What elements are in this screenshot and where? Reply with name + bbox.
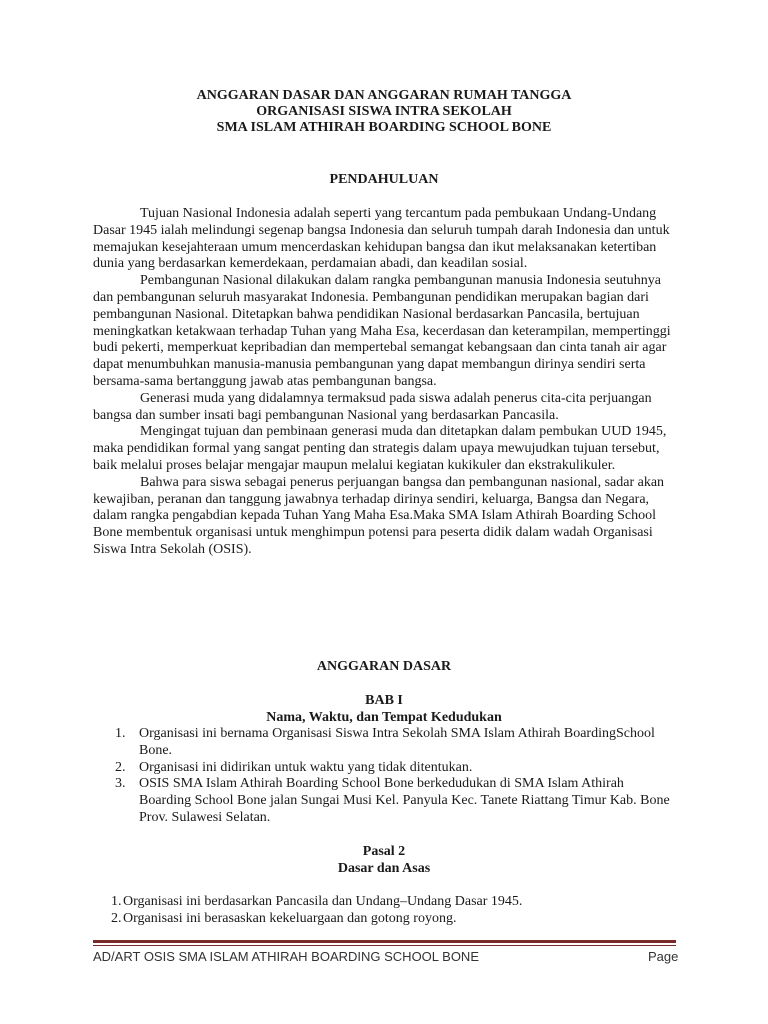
list-item — [111, 910, 683, 928]
bab-title: Nama, Waktu, dan Tempat Kedudukan — [266, 710, 502, 725]
pendahuluan-heading: PENDAHULUAN — [329, 172, 439, 187]
pasal-list — [111, 894, 683, 928]
list-number: 2. — [111, 910, 122, 926]
title-line-1: ANGGARAN DASAR DAN ANGGARAN RUMAH TANGGA — [196, 88, 572, 103]
list-number: 1. — [111, 894, 122, 909]
list-text: Organisasi ini bernama Organisasi Siswa Intra Sekolah SMA Islam Athirah BoardingSchool Bone. — [139, 726, 655, 758]
list-item — [115, 726, 679, 760]
paragraph: Tujuan Nasional Indonesia adalah seperti yang tercantum pada pembukaan Undang-Undang Dasar 1945 ialah melindungi segenap bangsa Indonesia dan seluruh tumpah darah Indonesia dan untuk memajukan kesejahteraan umum mencerdaskan kehidupan bangsa dan ikut melaksanakan ketertiban dunia yang berdasarkan kemerdekaan, perdamaian abadi, dan keadilan sosial. — [93, 206, 670, 272]
list-number: 1. — [115, 726, 126, 741]
list-text: OSIS SMA Islam Athirah Boarding School Bone berkedudukan di SMA Islam Athirah Boarding School Bone jalan Sungai Musi Kel. Panyula Kec. Tanete Riattang Timur Kab. Bone Prov. Sulawesi Selatan. — [139, 776, 670, 825]
footer-page-label: Page — [648, 949, 679, 964]
bab-label: BAB I — [365, 693, 403, 708]
paragraph: Pembangunan Nasional dilakukan dalam rangka pembangunan manusia Indonesia seutuhnya dan pembangunan seluruh masyarakat Indonesia. Pembangunan pendidikan merupakan bagian dari pembangunan Nasional. Ditetapkan bahwa pendidikan Nasional berdasarkan Pancasila, bertujuan meningkatkan ketakwaan terhadap Tuhan yang Maha Esa, kecerdasan dan keterampilan, mempertinggi budi pekerti, memperkuat kepribadian dan mempertebal semangat kebangsaan dan cinta tanah air agar dapat menumbuhkan manusia-manusia pembangunan yang dapat membangun dirinya sendiri serta bersama-sama bertanggung jawab atas pembangunan bangsa. — [93, 273, 671, 389]
list-text: Organisasi ini berdasarkan Pancasila dan Undang–Undang Dasar 1945. — [123, 894, 523, 909]
list-item — [115, 776, 679, 826]
paragraph: Mengingat tujuan dan pembinaan generasi muda dan ditetapkan dalam pembukan UUD 1945, maka pendidikan formal yang sangat penting dan strategis dalam upaya mewujudkan tujuan tersebut, baik melalui proses belajar mengajar maupun melalui kegiatan kukikuler dan ekstrakulikuler. — [93, 424, 667, 473]
bab-list — [115, 726, 679, 827]
list-number: 3. — [115, 776, 126, 792]
pasal-label: Pasal 2 — [362, 844, 406, 859]
list-text: Organisasi ini berasaskan kekeluargaan dan gotong royong. — [123, 910, 457, 926]
title-line-3: SMA ISLAM ATHIRAH BOARDING SCHOOL BONE — [216, 120, 552, 135]
footer-rule-thick — [93, 940, 676, 943]
list-item — [115, 759, 679, 777]
pasal-title: Dasar dan Asas — [337, 861, 431, 876]
pendahuluan-body — [93, 206, 671, 559]
document-title — [0, 88, 768, 136]
list-number: 2. — [115, 759, 126, 775]
paragraph: Generasi muda yang didalamnya termaksud pada siswa adalah penerus cita-cita perjuangan bangsa dan sumber insati bagi pembangunan Nasional yang berdasarkan Pancasila. — [93, 390, 652, 423]
anggaran-dasar-heading: ANGGARAN DASAR — [316, 659, 452, 674]
list-text: Organisasi ini didirikan untuk waktu yang tidak ditentukan. — [139, 759, 473, 775]
title-line-2: ORGANISASI SISWA INTRA SEKOLAH — [256, 104, 512, 119]
list-item — [111, 894, 683, 911]
paragraph: Bahwa para siswa sebagai penerus perjuangan bangsa dan pembangunan nasional, sadar akan kewajiban, peranan dan tanggung jawabnya terhadap dirinya sendiri, keluarga, Bangsa dan Negara, dalam rangka pengabdian kepada Tuhan Yang Maha Esa.Maka SMA Islam Athirah Boarding School Bone membentuk organisasi untuk menghimpun potensi para peserta didik dalam wadah Organisasi Siswa Intra Sekolah (OSIS). — [93, 474, 665, 557]
footer-document-title: AD/ART OSIS SMA ISLAM ATHIRAH BOARDING SCHOOL BONE — [93, 949, 479, 964]
footer-rule-thin — [93, 945, 676, 946]
